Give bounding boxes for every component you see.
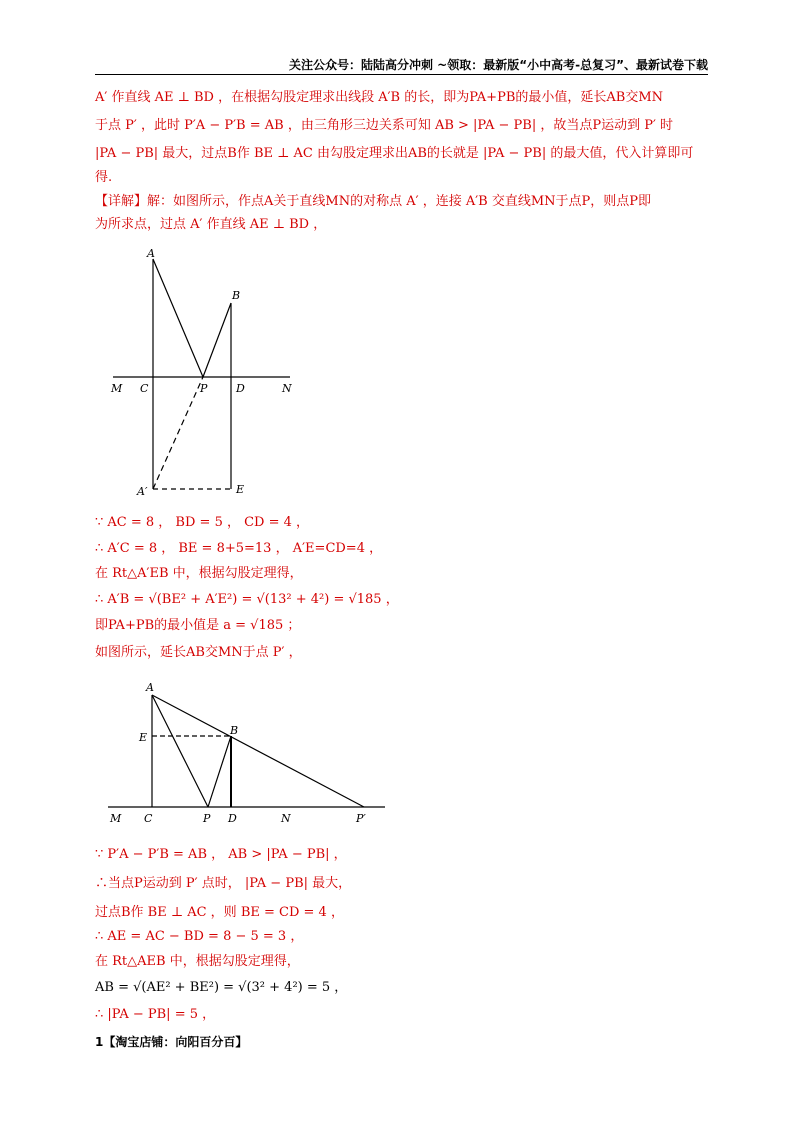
step1-line-6: 如图所示，延长AB交MN于点 P′ ， — [95, 645, 302, 660]
step2-line-1: ∵ P′A − P′B = AB ， AB > |PA − PB| ， — [95, 847, 347, 862]
intro-line-2: 于点 P′ ，此时 P′A − P′B = AB ，由三角形三边关系可知 AB > |PA − PB| ，故当点P运动到 P′ 时 — [95, 118, 674, 133]
header-rule — [95, 74, 708, 75]
label-D: D — [236, 382, 245, 395]
segment-AP-prime — [152, 695, 364, 807]
segment-A'P-dashed — [153, 377, 203, 489]
label-E: E — [139, 731, 148, 744]
label-M: M — [110, 812, 122, 825]
label-D: D — [228, 812, 237, 825]
label-N: N — [281, 812, 291, 825]
label-P-prime: P′ — [356, 812, 366, 825]
step2-line-3: 过点B作 BE ⊥ AC ，则 BE = CD = 4 ， — [95, 905, 344, 920]
label-M: M — [111, 382, 123, 395]
label-C: C — [144, 812, 153, 825]
segment-PB — [203, 303, 231, 377]
step2-line-6: AB = √(AE² + BE²) = √(3² + 4²) = 5 ， — [95, 980, 348, 995]
page-header: 关注公众号：陆陆高分冲刺 ~领取：最新版“小中高考-总复习”、最新试卷下载 — [289, 58, 708, 72]
label-B: B — [230, 724, 239, 737]
intro-line-1: A′ 作直线 AE ⊥ BD ，在根据勾股定理求出线段 A′B 的长，即为PA+PB的最小值，延长AB交MN — [95, 90, 664, 105]
label-A: A — [147, 247, 155, 260]
page-footer: 1【淘宝店铺：向阳百分百】 — [95, 1035, 248, 1049]
step2-line-7: ∴ |PA − PB| = 5 ， — [95, 1007, 216, 1022]
step2-line-4: ∴ AE = AC − BD = 8 − 5 = 3 ， — [95, 929, 304, 944]
step1-line-4: ∴ A′B = √(BE² + A′E²) = √(13² + 4²) = √185 ， — [95, 592, 399, 607]
detail-label: 【详解】 — [95, 194, 148, 209]
detail-line-2: 为所求点，过点 A′ 作直线 AE ⊥ BD ， — [95, 217, 327, 232]
label-B: B — [232, 289, 241, 302]
label-P: P — [200, 382, 208, 395]
detail-line-1 — [95, 192, 651, 212]
figure-1-diagram — [100, 245, 300, 500]
step1-line-1: ∵ AC = 8 ， BD = 5 ， CD = 4 ， — [95, 515, 310, 530]
segment-PB — [208, 736, 231, 807]
label-E: E — [236, 483, 245, 496]
step1-line-5: 即PA+PB的最小值是 a = √185 ； — [95, 618, 301, 633]
label-P: P — [203, 812, 211, 825]
segment-AP — [152, 695, 208, 807]
label-N: N — [282, 382, 292, 395]
label-A: A — [146, 681, 154, 694]
intro-line-3: |PA − PB| 最大，过点B作 BE ⊥ AC 由勾股定理求出AB的长就是 |PA − PB| 的最大值，代入计算即可 — [95, 146, 694, 161]
step1-line-3: 在 Rt△A′EB 中，根据勾股定理得， — [95, 566, 303, 581]
step1-line-2: ∴ A′C = 8 ， BE = 8+5=13 ， A′E=CD=4 ， — [95, 541, 383, 556]
intro-line-4: 得. — [95, 170, 113, 185]
detail-text-1: 解：如图所示，作点A关于直线MN的对称点 A′ ，连接 A′B 交直线MN于点P，则点P即 — [147, 194, 652, 209]
label-A-prime: A′ — [137, 485, 148, 498]
label-C: C — [140, 382, 149, 395]
step2-line-5: 在 Rt△AEB 中，根据勾股定理得， — [95, 954, 300, 969]
figure-2-diagram — [100, 675, 390, 830]
step2-line-2: ∴当点P运动到 P′ 点时， |PA − PB| 最大， — [95, 876, 352, 891]
segment-AP — [153, 259, 203, 377]
